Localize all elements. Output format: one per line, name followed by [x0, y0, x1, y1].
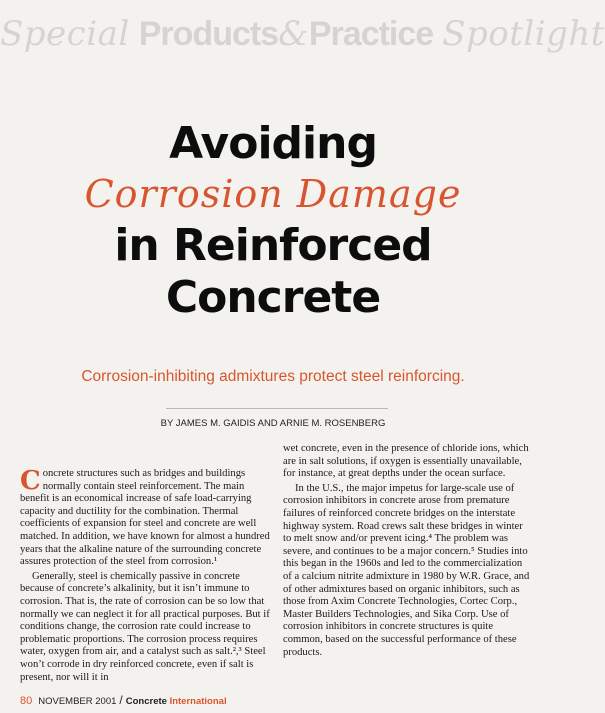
journal-name-accent: International	[169, 696, 227, 707]
paragraph	[20, 468, 275, 569]
journal-name: Concrete	[125, 696, 167, 707]
paragraph-text: oncrete structures such as bridges and buildings normally contain steel reinforcement. The main benefit is an economical increase of safe load-carrying capacity and ductility for the combination. Thermal coefficients of expansion for steel and concrete are well matched. In addition, we have known for almost a hundred years that the alkaline nature of the surrounding concrete assures protection of the steel from corrosion.¹	[20, 468, 270, 568]
page-number: 80	[20, 695, 33, 707]
banner-ampersand: &	[278, 14, 309, 54]
article-subtitle: Corrosion-inhibiting admixtures protect steel reinforcing.	[81, 368, 465, 385]
drop-cap: C	[20, 466, 41, 496]
banner-word: Products	[138, 15, 279, 53]
footer-separator: /	[119, 693, 123, 707]
title-line-3: in Reinforced	[114, 220, 432, 271]
banner-word: Special	[0, 14, 130, 54]
divider	[166, 408, 388, 409]
section-banner	[0, 14, 605, 54]
paragraph: wet concrete, even in the presence of chloride ions, which are in salt solutions, if oxygen is essentially unavailable, for instance, at great depths under the ocean surface.	[283, 443, 529, 480]
banner-word: Practice	[308, 15, 434, 53]
body-column-2	[283, 443, 531, 659]
page-footer	[20, 693, 227, 707]
paragraph: Generally, steel is chemically passive in concrete because of concrete’s alkalinity, but it isn’t immune to corrosion. That is, the rate of corrosion can be so low that normally we can neglect it for all practical purposes. But if conditions change, the corrosion rate could increase to problematic proportions. The corrosion process requires water, oxygen from air, and a catalyst such as salt.²,³ Steel won’t corrode in dry reinforced concrete, even if salt is present, nor will it in	[20, 570, 270, 683]
title-line-1: Avoiding	[169, 118, 377, 169]
title-line-2: Corrosion Damage	[84, 172, 462, 216]
byline: BY JAMES M. GAIDIS AND ARNIE M. ROSENBERG	[160, 418, 386, 429]
paragraph: In the U.S., the major impetus for large-scale use of corrosion inhibitors in concrete arose from premature failures of reinforced concrete bridges on the interstate highway system. Road crews salt these bridges in winter to melt snow and/or prevent icing.⁴ The problem was severe, and continues to be a major concern.⁵ Studies into this began in the 1960s and led to the commercialization of a calcium nitrite admixture in 1980 by W.R. Grace, and of other admixtures based on organic inhibitors, such as those from Axim Concrete Technologies, Cortec Corp., Master Builders Technologies, and Sika Corp. Use of corrosion inhibitors in concrete structures is quite common, based on the successful performance of these products.	[283, 482, 530, 658]
body-column-1	[20, 468, 275, 684]
issue-date: NOVEMBER 2001	[38, 696, 117, 707]
banner-word: Spotlight	[442, 14, 605, 54]
title-line-4: Concrete	[165, 272, 381, 323]
